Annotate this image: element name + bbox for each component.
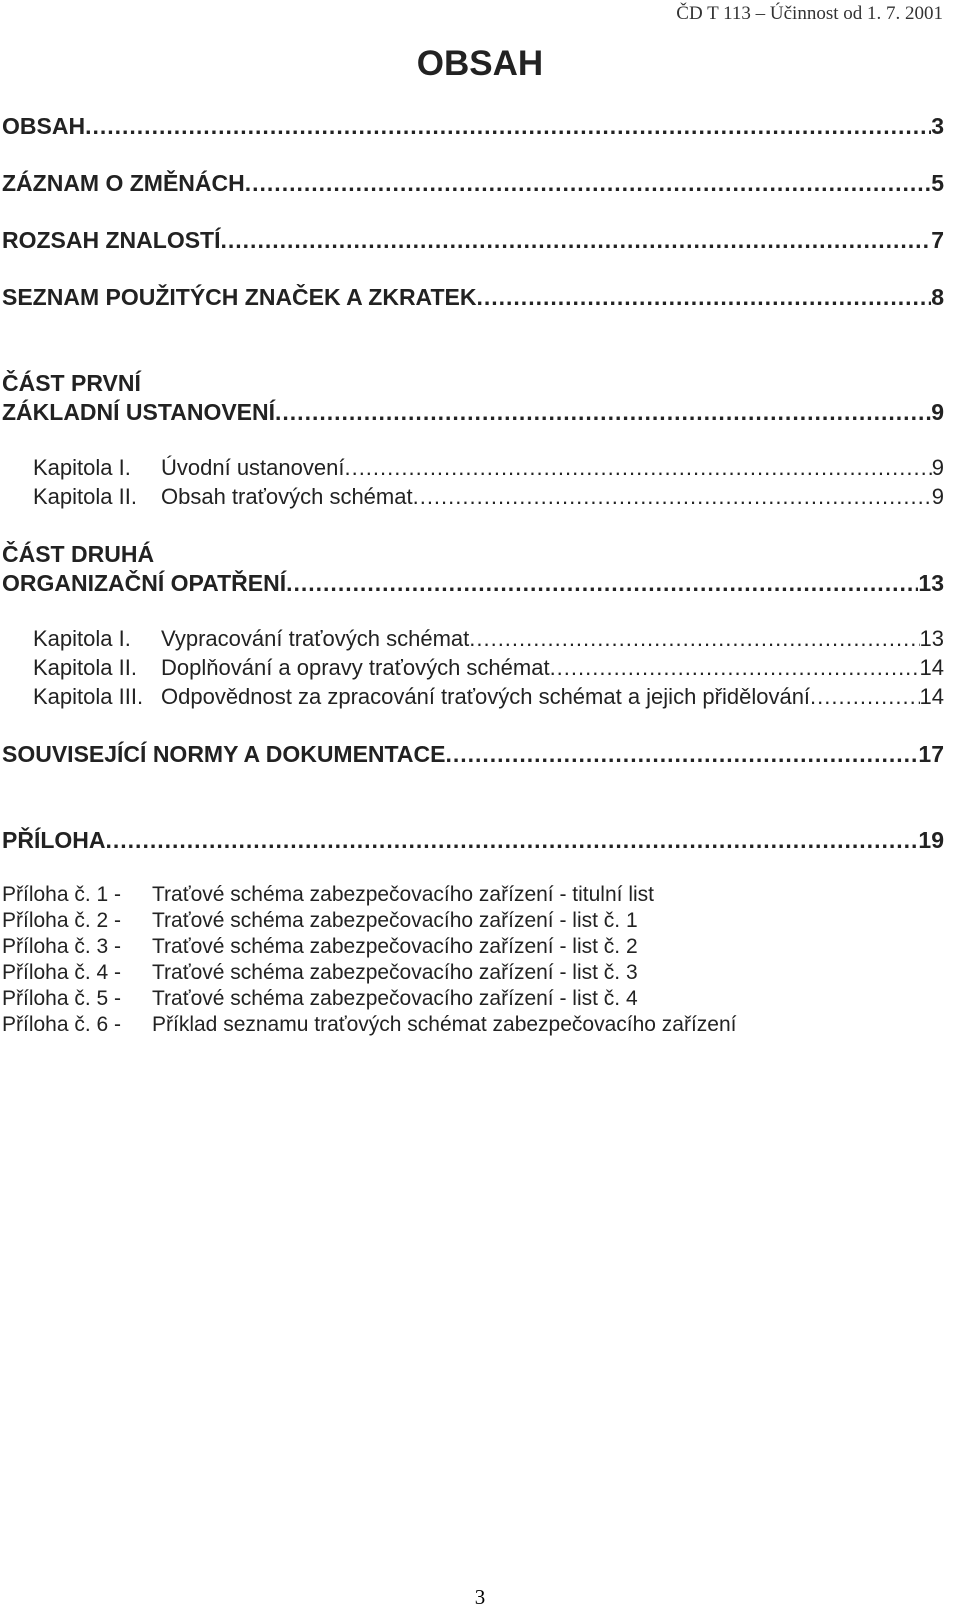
dot-leader	[221, 227, 932, 254]
dot-leader	[106, 827, 919, 854]
toc-entry-label: ORGANIZAČNÍ OPATŘENÍ	[2, 570, 287, 596]
toc-page-number: 13	[918, 570, 944, 596]
toc-entry-label: ROZSAH ZNALOSTÍ	[2, 227, 221, 253]
chapter-number: Kapitola II.	[33, 484, 137, 509]
toc-entry-zaznam[interactable]	[2, 170, 944, 197]
annex-title: Traťové schéma zabezpečovacího zařízení - list č. 2	[152, 935, 638, 958]
toc-entry-label: ZÁKLADNÍ USTANOVENÍ	[2, 399, 276, 425]
annex-title: Traťové schéma zabezpečovacího zařízení - titulní list	[152, 883, 654, 906]
toc-entry-normy[interactable]	[2, 741, 944, 768]
dot-leader	[344, 455, 931, 481]
toc-entry-chapter[interactable]	[33, 626, 944, 652]
toc-entry-obsah[interactable]	[2, 113, 944, 140]
toc-page-number: 9	[931, 455, 944, 480]
toc-entry-seznam[interactable]	[2, 284, 944, 311]
dot-leader	[413, 484, 932, 510]
dot-leader	[476, 284, 931, 311]
dot-leader	[275, 399, 931, 426]
chapter-number: Kapitola II.	[33, 655, 137, 680]
annex-label: Příloha č. 3 -	[2, 935, 122, 958]
annex-item	[2, 1013, 737, 1037]
toc-entry-part-two[interactable]	[2, 570, 944, 597]
annex-title: Příklad seznamu traťových schémat zabezpečovacího zařízení	[152, 1013, 737, 1036]
chapter-number: Kapitola I.	[33, 626, 131, 651]
annex-label: Příloha č. 1 -	[2, 883, 122, 906]
chapter-number: Kapitola III.	[33, 684, 144, 709]
toc-page-number: 3	[931, 113, 944, 139]
toc-entry-label: ZÁZNAM O ZMĚNÁCH	[2, 170, 245, 196]
toc-entry-chapter[interactable]	[33, 684, 944, 710]
page-header: ČD T 113 – Účinnost od 1. 7. 2001	[676, 3, 943, 24]
toc-entry-label: OBSAH	[2, 113, 86, 139]
annex-label: Příloha č. 2 -	[2, 909, 122, 932]
dot-leader	[469, 626, 919, 652]
toc-page-number: 19	[918, 827, 944, 853]
toc-entry-label: SEZNAM POUŽITÝCH ZNAČEK A ZKRATEK	[2, 284, 477, 310]
toc-page-number: 9	[931, 399, 944, 425]
toc-entry-part-one[interactable]	[2, 399, 944, 426]
toc-page-number: 17	[918, 741, 944, 767]
toc-page-number: 13	[919, 626, 944, 651]
toc-entry-priloha[interactable]	[2, 827, 944, 854]
chapter-title: Úvodní ustanovení	[161, 455, 345, 480]
annex-label: Příloha č. 5 -	[2, 987, 122, 1010]
chapter-number: Kapitola I.	[33, 455, 131, 480]
annex-label: Příloha č. 4 -	[2, 961, 122, 984]
toc-entry-rozsah[interactable]	[2, 227, 944, 254]
chapter-title: Odpovědnost za zpracování traťových schémat a jejich přidělování	[161, 684, 811, 709]
dot-leader	[550, 655, 920, 681]
annex-item	[2, 909, 638, 933]
toc-entry-chapter[interactable]	[33, 455, 944, 481]
toc-page-number: 7	[931, 227, 944, 253]
toc-page-number: 8	[931, 284, 944, 310]
dot-leader	[810, 684, 919, 710]
dot-leader	[286, 570, 918, 597]
toc-entry-chapter[interactable]	[33, 655, 944, 681]
annex-item	[2, 935, 638, 959]
annex-title: Traťové schéma zabezpečovacího zařízení - list č. 4	[152, 987, 638, 1010]
page-number: 3	[474, 1585, 486, 1609]
annex-item	[2, 883, 654, 907]
toc-entry-label: PŘÍLOHA	[2, 827, 106, 853]
annex-item	[2, 987, 638, 1011]
toc-entry-chapter[interactable]	[33, 484, 944, 510]
part-one-heading: ČÁST PRVNÍ	[2, 370, 141, 396]
toc-page-number: 9	[931, 484, 944, 509]
chapter-title: Obsah traťových schémat	[161, 484, 413, 509]
annex-title: Traťové schéma zabezpečovacího zařízení - list č. 3	[152, 961, 638, 984]
dot-leader	[85, 113, 931, 140]
chapter-title: Vypracování traťových schémat	[161, 626, 470, 651]
annex-title: Traťové schéma zabezpečovacího zařízení - list č. 1	[152, 909, 638, 932]
part-two-heading: ČÁST DRUHÁ	[2, 541, 155, 567]
page-title: OBSAH	[416, 44, 544, 83]
toc-page-number: 14	[919, 655, 944, 680]
toc-entry-label: SOUVISEJÍCÍ NORMY A DOKUMENTACE	[2, 741, 446, 767]
annex-item	[2, 961, 638, 985]
dot-leader	[245, 170, 931, 197]
dot-leader	[445, 741, 918, 768]
toc-page-number: 5	[931, 170, 944, 196]
annex-label: Příloha č. 6 -	[2, 1013, 122, 1036]
toc-page-number: 14	[919, 684, 944, 709]
chapter-title: Doplňování a opravy traťových schémat	[161, 655, 550, 680]
